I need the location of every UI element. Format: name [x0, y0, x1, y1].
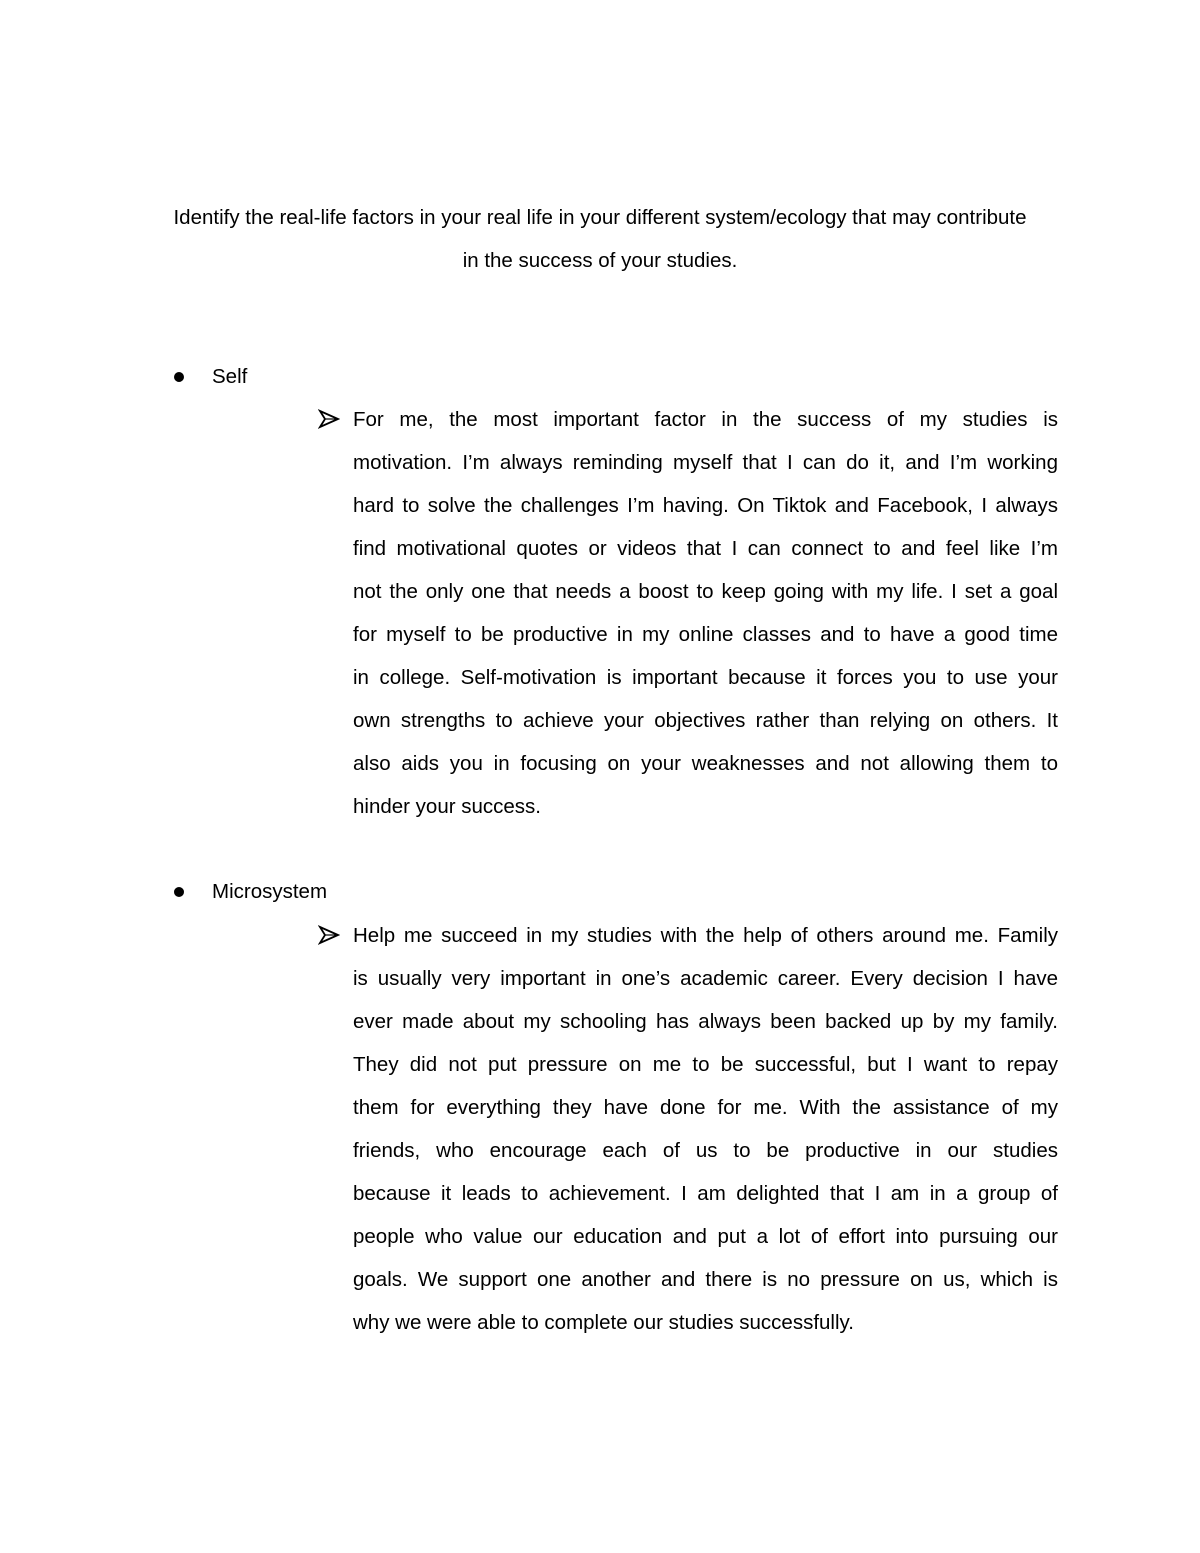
microsystem-paragraph: [353, 914, 1058, 1344]
paragraph-line: ever made about my schooling has always been backed up by my family.: [353, 1010, 1058, 1033]
paragraph-line: in college. Self-motivation is important because it forces you to use your: [353, 666, 1058, 689]
paragraph-line: also aids you in focusing on your weaknesses and not allowing them to: [353, 752, 1058, 775]
bullet-label-microsystem: Microsystem: [212, 880, 328, 903]
paragraph-line: not the only one that needs a boost to keep going with my life. I set a goal: [353, 580, 1058, 603]
paragraph-line: friends, who encourage each of us to be productive in our studies: [353, 1139, 1058, 1162]
paragraph-line: people who value our education and put a lot of effort into pursuing our: [353, 1225, 1058, 1248]
arrowhead-bullet-icon: [318, 409, 340, 429]
paragraph-line: why we were able to complete our studies successfully.: [353, 1311, 854, 1334]
paragraph-line: hinder your success.: [353, 795, 542, 818]
paragraph-line: own strengths to achieve your objectives rather than relying on others. It: [353, 709, 1058, 732]
prompt-line-2: in the success of your studies.: [462, 249, 738, 272]
paragraph-line: because it leads to achievement. I am delighted that I am in a group of: [353, 1182, 1058, 1205]
prompt-line-1: Identify the real-life factors in your real life in your different system/ecology that may contribute: [173, 206, 1027, 229]
paragraph-line: them for everything they have done for me. With the assistance of my: [353, 1096, 1058, 1119]
paragraph-line: hard to solve the challenges I’m having. On Tiktok and Facebook, I always: [353, 494, 1058, 517]
self-paragraph: [353, 398, 1058, 828]
paragraph-line: for myself to be productive in my online classes and to have a good time: [353, 623, 1058, 646]
bullet-dot-icon: [174, 372, 184, 382]
paragraph-line: goals. We support one another and there is no pressure on us, which is: [353, 1268, 1058, 1291]
paragraph-line: is usually very important in one’s academic career. Every decision I have: [353, 967, 1058, 990]
arrowhead-bullet-icon: [318, 925, 340, 945]
assignment-prompt: [138, 196, 1062, 282]
paragraph-line: motivation. I’m always reminding myself that I can do it, and I’m working: [353, 451, 1058, 474]
paragraph-line: They did not put pressure on me to be successful, but I want to repay: [353, 1053, 1058, 1076]
bullet-label-self: Self: [212, 365, 248, 388]
paragraph-line: find motivational quotes or videos that I can connect to and feel like I’m: [353, 537, 1058, 560]
bullet-item-microsystem: [0, 870, 600, 913]
paragraph-line: Help me succeed in my studies with the help of others around me. Family: [353, 924, 1058, 947]
bullet-item-self: [0, 355, 600, 398]
paragraph-line: For me, the most important factor in the success of my studies is: [353, 408, 1058, 431]
bullet-dot-icon: [174, 887, 184, 897]
